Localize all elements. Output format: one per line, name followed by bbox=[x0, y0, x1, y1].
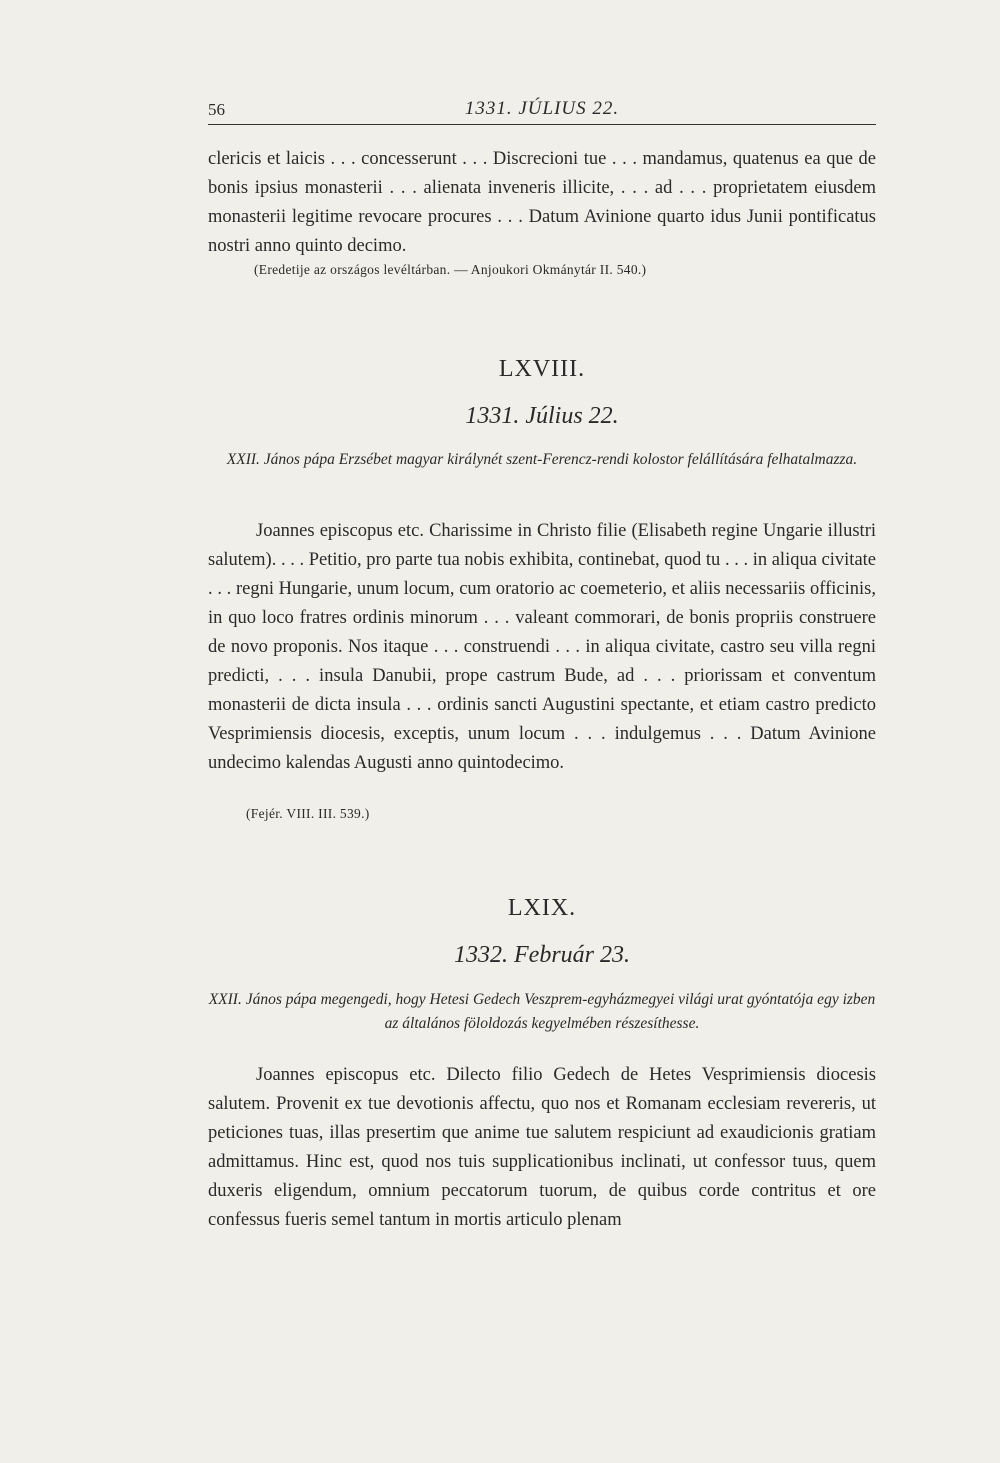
page-header bbox=[208, 98, 876, 125]
document-source: (Fejér. VIII. III. 539.) bbox=[246, 806, 370, 821]
document-date: 1332. Február 23. bbox=[454, 942, 630, 968]
document-text: Joannes episcopus etc. Dilecto filio Gedech de Hetes Vesprimiensis diocesis salutem. Provenit ex tue devotionis affectu, quo nos et Romanam ecclesiam revereris, ut peticiones tuas, illas presertim que anime tue salutem respiciunt ad exaudicionis gratiam admittamus. Hinc est, quod nos tuis supplicationibus inclinati, ut confessor tuus, quem duxeris eligendum, omnium peccatorum tuorum, de quibus corde contritus et ore confessus fueris semel tantum in mortis articulo plenam bbox=[208, 1065, 876, 1230]
document-date: 1331. Július 22. bbox=[465, 403, 619, 429]
document-summary: XXII. János pápa Erzsébet magyar királynét szent-Ferencz-rendi kolostor felállítására felhatalmazza. bbox=[226, 451, 858, 468]
running-title: 1331. JÚLIUS 22. bbox=[464, 98, 620, 119]
document-number: LXIX. bbox=[507, 895, 577, 921]
document-text: Joannes episcopus etc. Charissime in Christo filie (Elisabeth regine Ungarie illustri salutem). . . . Petitio, pro parte tua nobis exhibita, continebat, quod tu . . . in aliqua civitate . . . regni Hungarie, unum locum, cum oratorio ac coemeterio, et aliis necessariis officinis, in quo loco fratres ordinis minorum . . . valeant commorari, de bonis propriis construere de novo proponis. Nos itaque . . . construendi . . . in aliqua civitate, castro seu villa regni predicti, . . . insula Danubii, prope castrum Bude, ad . . . priorissam et conventum monasterii de dicta insula . . . ordinis sancti Augustini spectante, et etiam castro predicto Vesprimiensis diocesis, exceptis, unum locum . . . indulgemus . . . Datum Avinione undecimo kalendas Augusti anno quintodecimo. bbox=[208, 521, 876, 773]
previous-document-text: clericis et laicis . . . concesserunt . . . Discrecioni tue . . . mandamus, quatenus ea que de bonis ipsius monasterii . . . alienata inveneris illicite, . . . ad . . . proprietatem eiusdem monasterii legitime revocare procures . . . Datum Avinione quarto idus Junii pontificatus nostri anno quinto decimo. bbox=[208, 149, 876, 256]
document-number: LXVIII. bbox=[498, 356, 586, 382]
page-number: 56 bbox=[208, 100, 225, 119]
previous-document-source: (Eredetije az országos levéltárban. — Anjoukori Okmánytár II. 540.) bbox=[254, 262, 647, 277]
document-summary: XXII. János pápa megengedi, hogy Hetesi Gedech Veszprem-egyházmegyei világi urat gyóntatója egy izben az általános föloldozás kegyelmében részesíthesse. bbox=[208, 991, 876, 1032]
